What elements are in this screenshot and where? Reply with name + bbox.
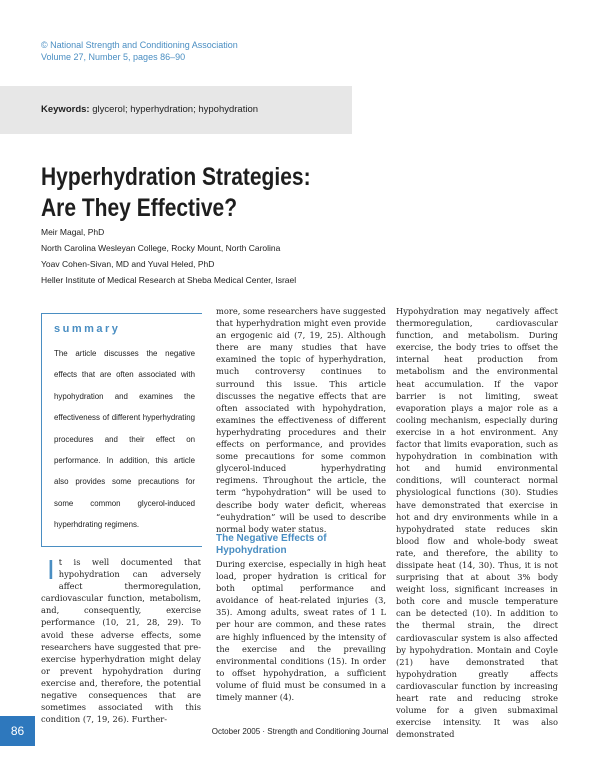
volume-line: Volume 27, Number 5, pages 86–90 [41, 52, 186, 62]
column-1 [41, 556, 201, 725]
author-2: Yoav Cohen-Sivan, MD and Yuval Heled, PhD [41, 259, 215, 269]
page-number: 86 [0, 716, 35, 746]
drop-cap: I [47, 554, 55, 585]
section-heading: The Negative Effects of Hypohydration [216, 533, 327, 556]
column-2-top: more, some researchers have suggested that hyperhydration might even provide an ergogenic aid (7, 19, 25). Although there are many studies that have examined the topic of hyperhydration, much controversy continues to surround this issue. This article discusses the negative effects that are often associated with hypohydration, examines the effectiveness of different hyperhydrating procedures and their effects on performance, and provides some precautions for some common glycerol-induced hyperhydrating regimens. Throughout the article, the term “hypohydration” will be used to describe body water deficit, whereas “euhydration” will be used to describe normal body water status. [216, 306, 386, 534]
column-2-bottom: During exercise, especially in high heat load, proper hydration is critical for both optimal performance and avoidance of heat-related injuries (3, 35). Among adults, sweat rates of 1 L per hour are common, and these rates are highly influenced by the intensity of the exercise and the prevailing environmental conditions (15). In order to offset hypohydration, a sufficient volume of fluid must be consumed in a timely manner (4). [216, 559, 386, 703]
summary-heading: summary [54, 323, 121, 335]
affiliation-1: North Carolina Wesleyan College, Rocky Mount, North Carolina [41, 243, 281, 253]
keywords-terms: glycerol; hyperhydration; hypohydration [92, 104, 259, 115]
summary-text: The article discusses the negative effects that are often associated with hypohydration and examines the effectiveness of different hyperhydrating procedures and their effect on performance. In addition, this article also provides some precautions for some common glycerol-induced hyperhdrating regimens. [54, 349, 195, 530]
keywords-label: Keywords: [41, 104, 90, 115]
column-3: Hypohydration may negatively affect thermoregulation, cardiovascular function, and metabolism. During exercise, the body tries to offset the internal heat production from metabolism and the environmental heat accumulation. If the vapor barrier is not limiting, sweat evaporation plays a major role as a cooling mechanism, especially during exercise in a hot environment. Any factor that limits evaporation, such as hypohydration in combination with hot and humid environmental conditions, will counteract normal physiological functions (30). Studies have demonstrated that exercise in hot and dry environments while in a hypohydrated state reduces skin blood flow and whole-body sweat rate, and therefore, the ability to dissipate heat (14, 30). Thus, it is not surprising that at about 3% body weight loss, significant increases in both core and muscle temperature can be detected (10). In addition to the thermal strain, the direct cardiovascular system is also affected by hypohydration. Montain and Coyle (21) have demonstrated that hypohydration greatly affects cardiovascular function by increasing heart rate and reducing stroke volume for a given submaximal exercise intensity. It was also demonstrated [396, 306, 558, 740]
title-line-1: Hyperhydration Strategies: [41, 163, 311, 191]
title-line-2: Are They Effective? [41, 194, 238, 222]
journal-footer: October 2005 · Strength and Conditioning Journal [211, 727, 389, 736]
affiliation-2: Heller Institute of Medical Research at Sheba Medical Center, Israel [41, 275, 297, 285]
intro-paragraph: t is well documented that hypohydration can adversely affect thermoregulation, cardiovascular function, metabolism, and, consequently, exercise performance (10, 21, 28, 29). To avoid these adverse effects, some researchers have suggested that pre-exercise hyperhydration might delay or prevent hypohydration during exercise and, therefore, the potential negative consequences that are sometimes associated with this condition (7, 19, 26). Further- [41, 557, 201, 725]
keywords [41, 104, 258, 115]
copyright-line: © National Strength and Conditioning Association [41, 40, 238, 50]
author-1: Meir Magal, PhD [41, 227, 105, 237]
article-title [41, 162, 311, 224]
